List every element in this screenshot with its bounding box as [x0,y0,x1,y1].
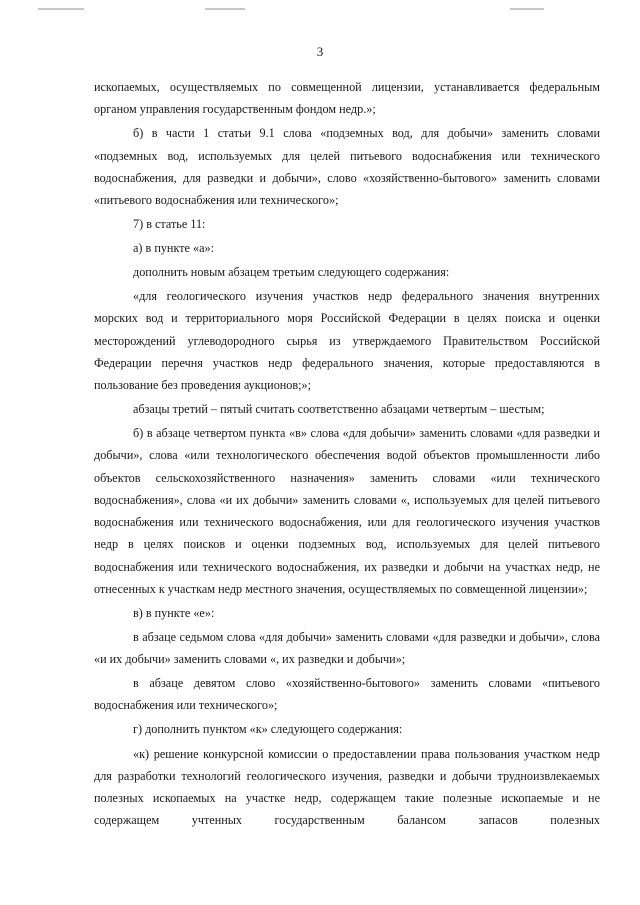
paragraph: «для геологического изучения участков недр федерального значения внутренних морских вод и территориального моря Российской Федерации в целях поиска и оценки месторождений углеводородного сырья из утверждаемого Правительством Российской Федерации перечня участков недр федерального значения, которые предоставляются в пользование без проведения аукционов;»; [94,289,600,393]
paragraph: в) в пункте «е»: [133,605,215,620]
paragraph: б) в части 1 статьи 9.1 слова «подземных вод, для добычи» заменить словами «подземных вод, используемых для целей питьевого водоснабжения или технического водоснабжения, для разведки и добычи», слово «хозяйственно-бытового» заменить словами «питьевого водоснабжения или технического»; [94,126,600,207]
paragraph: в абзаце седьмом слова «для добычи» заменить словами «для разведки и добычи», слова «и их добычи» заменить словами «, их разведки и добычи»; [94,629,600,667]
paragraph: 7) в статье 11: [133,217,206,231]
document-body [94,76,600,833]
scan-artifacts [0,8,640,14]
page-number: 3 [316,44,324,59]
paragraph: г) дополнить пунктом «к» следующего содержания: [133,722,403,737]
paragraph: дополнить новым абзацем третьим следующего содержания: [133,265,450,280]
paragraph: в абзаце девятом слово «хозяйственно-бытового» заменить словами «питьевого водоснабжения или технического»; [94,676,600,713]
paragraph: б) в абзаце четвертом пункта «в» слова «для добычи» заменить словами «для разведки и добычи», слова «или технологического обеспечения водой объектов промышленности либо объектов сельскохозяйственного назначения» заменить словами «или технического водоснабжения», слова «и их добычи» заменить словами «, используемых для целей питьевого водоснабжения или технического водоснабжения, или для геологического изучения участков недр в целях поисков и оценки подземных вод, используемых для целей питьевого водоснабжения или технического водоснабжения, их разведки и добычи на участках недр, не отнесенных к участкам недр местного значения, осуществляемых по совмещенной лицензии»; [94,426,600,596]
paragraph: ископаемых, осуществляемых по совмещенной лицензии, устанавливается федеральным органом управления государственным фондом недр.»; [94,80,600,117]
paragraph: «к) решение конкурсной комиссии о предоставлении права пользования участком недр для разработки технологий геологического изучения, разведки и добычи трудноизвлекаемых полезных ископаемых на участке недр, содержащем такие полезные ископаемые и не содержащем учтенных государственным балансом запасов полезных [94,746,600,828]
paragraph: а) в пункте «а»: [133,241,214,256]
paragraph: абзацы третий – пятый считать соответственно абзацами четвертым – шестым; [133,402,545,417]
